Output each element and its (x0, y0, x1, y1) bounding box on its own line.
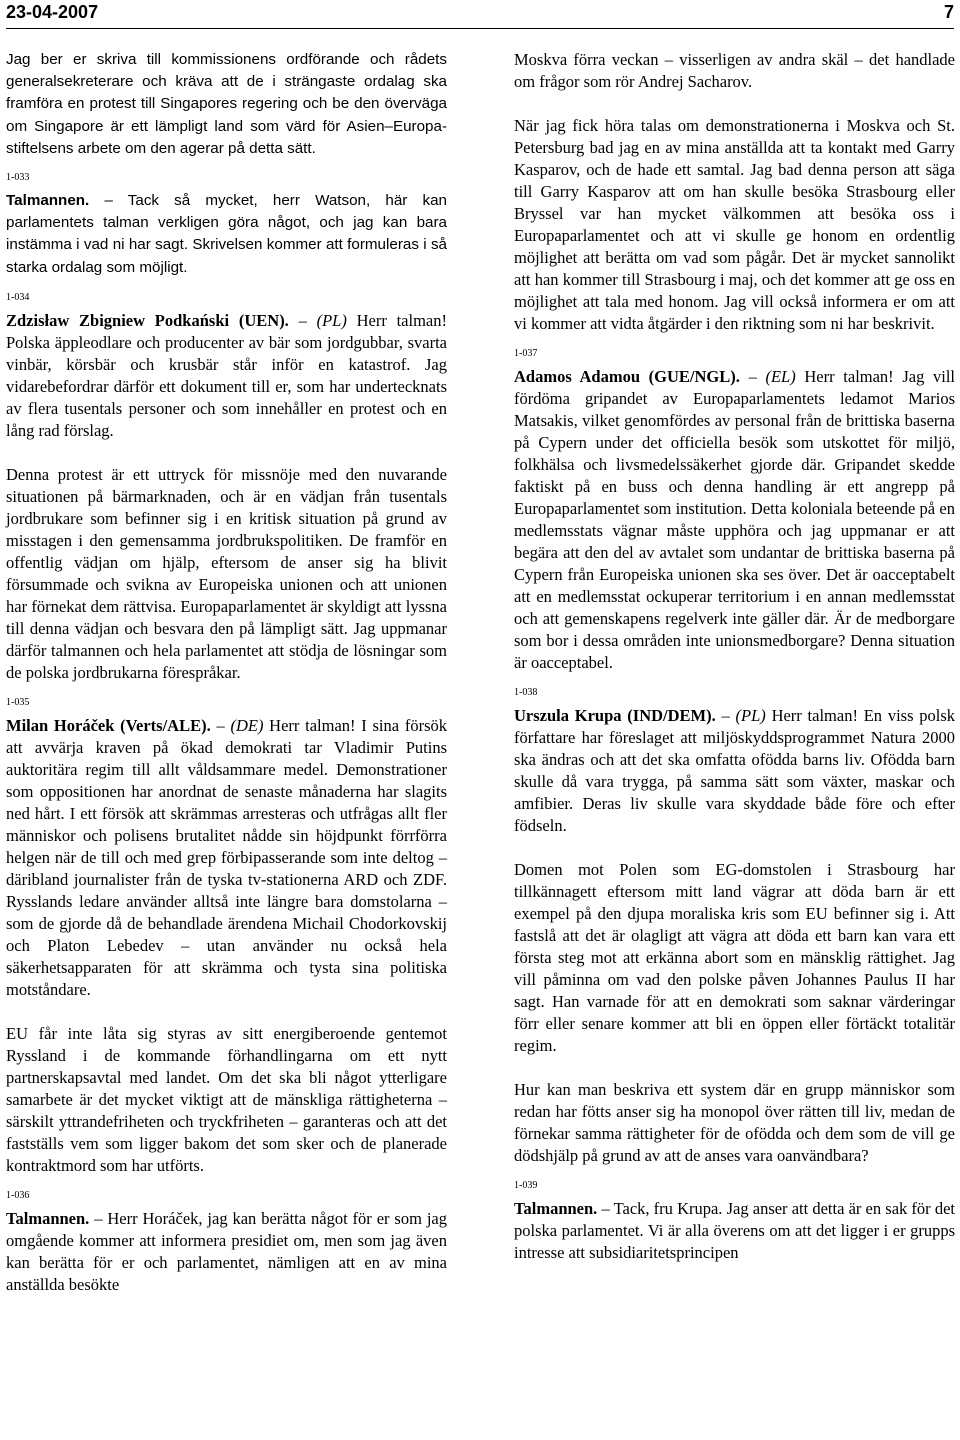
speech-text: Herr talman! Polska äppleodlare och producenter av bär som jordgubbar, svarta vinbär, körsbär och krusbär står inför en katastrof. Jag vidarebefordrar därför ett dokument till er, som har undertecknats av flera tusentals personer och som innehåller en protest och en lång rad förslag. (6, 310, 447, 440)
speech-adamou: Adamos Adamou (GUE/NGL). – (EL) Herr talman! Jag vill fördöma gripandet av Europaparlamentets ledamot Marios Matsakis, vilket genomfördes av personal från de brittiska baserna på Cypern under det officiella besök som utskottet för miljö, folkhälsa och livsmedelssäkerhet gjorde där. Gripandet skedde faktiskt på en buss och denna handling är ett angrepp på Europaparlamentet som institution. Detta koloniala beteende på en medlemsstats vägnar måste upphöra och jag uppmanar er att begära att den del av avtalet som undantar de brittiska baserna på Cypern från Europeiska unionen ska ses över. Det är oacceptabelt att en medlemsstat ockuperar territorium i en annan medlemsstat och att gemenskapens regelverk inte gäller där. Är de medborgare som bor i dessa områden inte unionsmedborgare? Denna situation är oacceptabel. (514, 367, 956, 672)
item-number: 1-033 (6, 172, 30, 184)
paragraph-kasparov: När jag fick höra talas om demonstrationerna i Moskva och St. Petersburg bad jag en av mina anställda att ta kontakt med Garry Kasparov, och de hade ett samtal. Jag bad denna person att säga till Garry Kasparov att om han skulle besöka Strasbourg eller Bryssel var han mycket välkommen att besöka oss i Europaparlamentet och att vi skulle ge honom en ordentlig möjlighet att berätta om vad som pågår. Det är mycket sannolikt att han kommer till Strasbourg i maj, och det kommer att ge oss en möjlighet att tala med honom. Jag vill också informera er om att vi kommer att vidta åtgärder i den riktning som ni har beskrivit. (514, 116, 955, 333)
item-number: 1-034 (6, 291, 30, 303)
speech-talmannen-2 (6, 1208, 447, 1296)
paragraph-moskva: Moskva förra veckan – visserligen av andra skäl – det handlade om frågor som rör Andrej Sacharov. (514, 50, 955, 91)
speech-text: Herr talman! En viss polsk författare har föreslaget att miljöskyddsprogrammet Natura 2000 ska ändras och att det ska omfatta ofödda barns liv. Ofödda barn skulle då vara trygga, på samma sätt som växter, maskar och amfibier. Deras liv skulle vara skyddade både före och efter födseln. (514, 706, 956, 835)
language-tag: (EL) (765, 367, 796, 386)
paragraph-watson-continued: Jag ber er skriva till kommissionens ordförande och rådets generalsekreterare och kräva att de i strängaste ordalag ska framföra en protest till Singapores regering och be den överväga om Singapore är ett lämpligt land som värd för Asien–Europa-stiftelsens arbete om den agerar på detta sätt. (6, 51, 447, 157)
speaker-name: Adamos Adamou (GUE/NGL). (514, 367, 740, 386)
language-tag: (PL) (316, 310, 347, 330)
item-number: 1-039 (514, 1180, 538, 1191)
page-header (6, 0, 954, 29)
speech-text: Herr talman! I sina försök att avvärja kraven på ökad demokrati tar Vladimir Putins auktoritära regim till allt våldsammare medel. Demonstrationer som oppositionen har anordnat de senaste månaderna har slagits ned hårt. I ett försök att skrämmas arresteras och utfrågas allt fler människor och polisens brutalitet nådde sin höjdpunkt förrförra helgen när de till och med grep förbipasserande som inte deltog – däribland journalister från de tyska tv-stationerna ARD och ZDF. Rysslands ledare använder alltså inte längre bara domstolarna – som de gjorde då de behandlade ärendena Michail Chodorkovskij och Platon Lebedev – utan använder nu också hela säkerhetsapparaten för att skrämma och tysta sina politiska motståndare. (6, 715, 447, 999)
speech-text: – Tack så mycket, herr Watson, här kan parlamentets talman verkligen göra något, och jag kan bara instämma i vad ni har sagt. Skrivelsen kommer att formuleras i så starka ordalag som möjligt. (6, 192, 447, 276)
speech-text: – Tack, fru Krupa. Jag anser att detta är en sak för det polska parlamentet. Vi är alla överens om att det ligger i er grupps intresse att subsidiaritetsprincipen (514, 1199, 955, 1262)
speaker-name: Talmannen. (514, 1199, 598, 1218)
speech-krupa: Urszula Krupa (IND/DEM). – (PL) Herr talman! En viss polsk författare har föreslaget att miljöskyddsprogrammet Natura 2000 ska ändras och att det ska omfatta ofödda barns liv. Ofödda barn skulle då vara trygga, på samma sätt som växter, maskar och amfibier. Deras liv skulle vara skyddade både före och efter födseln. (514, 706, 956, 835)
header-date: 23-04-2007 (6, 2, 99, 22)
paragraph-protest: Denna protest är ett uttryck för missnöje med den nuvarande situationen på bärmarknaden, och är en vädjan från tusentals jordbrukare som befinner sig i en kritisk situation på grund av misstagen i den gemensamma jordbrukspolitiken. De framför en offentlig vädjan om hjälp, eftersom de anser sig ha blivit försummade och svikna av Europeiska unionen och att unionen har förnekat dem rättvisa. Europaparlamentet är skyldigt att lyssna till denna vädjan och besvara den på lämpligt sätt. Jag uppmanar därför talmannen och hela parlamentet att stödja de lösningar som de polska jordbrukarna förespråkar. (6, 464, 447, 682)
language-tag: (PL) (735, 706, 766, 725)
speech-horacek: Milan Horáček (Verts/ALE). – (DE) Herr talman! I sina försök att avvärja kraven på ökad demokrati tar Vladimir Putins auktoritära regim till allt våldsammare medel. Demonstrationer som oppositionen har anordnat de senaste månaderna har slagits ned hårt. I ett försök att skrämmas arresteras och utfrågas allt fler människor och polisens brutalitet nådde sin höjdpunkt förrförra helgen när de till och med grep förbipasserande som inte deltog – däribland journalister från de tyska tv-stationerna ARD och ZDF. Rysslands ledare använder alltså inte längre bara domstolarna – som de gjorde då de behandlade ärendena Michail Chodorkovskij och Platon Lebedev – utan använder nu också hela säkerhetsapparaten för att skrämma och tysta sina politiska motståndare. (6, 715, 447, 999)
speaker-name: Talmannen. (6, 1208, 90, 1228)
speech-text: Herr talman! Jag vill fördöma gripandet av Europaparlamentets ledamot Marios Matsakis, vilket genomfördes av personal från de brittiska baserna på Cypern under det officiella besök som utskottet för miljö, folkhälsa och livsmedelssäkerhet gjorde där. Gripandet skedde faktiskt på en buss och denna handling är ett angrepp på Europaparlamentet som institution. Detta koloniala beteende på en medlemsstats vägnar måste upphöra och jag uppmanar er att begära att den del av avtalet som undantar de brittiska baserna på Cypern från Europeiska unionen ska ses över. Det är oacceptabelt att en medlemsstat ockuperar territorium i en annan medlemsstat och att gemenskapens regelverk inte gäller där. Är de medborgare som bor i dessa områden inte unionsmedborgare? Denna situation är oacceptabel. (514, 367, 956, 672)
speech-talmannen-1 (6, 190, 447, 279)
item-number: 1-037 (514, 348, 538, 359)
speech-text: – Herr Horáček, jag kan berätta något för er som jag omgående kommer att informera presidiet om, men som jag även kan berätta för er och parlamentet, nämligen att en av mina anställda besökte (6, 1208, 447, 1294)
speech-talmannen-3 (514, 1198, 955, 1264)
paragraph-hur: Hur kan man beskriva ett system där en grupp människor som redan har fötts anser sig ha monopol över rätten till liv, medan de förnekar samma rättigheter för de ofödda och dem som de vill ge dödshjälp på grund av att de anses vara oanvändbara? (514, 1080, 955, 1165)
speaker-name: Urszula Krupa (IND/DEM). (514, 706, 716, 725)
item-number: 1-038 (514, 687, 538, 698)
speaker-name: Milan Horáček (Verts/ALE). (6, 715, 211, 735)
language-tag: (DE) (230, 715, 264, 735)
speech-podkanski: Zdzisław Zbigniew Podkański (UEN). – (PL) Herr talman! Polska äppleodlare och producenter av bär som jordgubbar, svarta vinbär, körsbär och krusbär står inför en katastrof. Jag vidarebefordrar därför ett dokument till er, som har undertecknats av flera tusentals personer och som innehåller en protest och en lång rad förslag. (6, 310, 447, 440)
page-number: 7 (943, 2, 954, 22)
speaker-name: Talmannen. (6, 192, 90, 210)
item-number: 1-036 (6, 1189, 30, 1201)
paragraph-eu: EU får inte låta sig styras av sitt energiberoende gentemot Ryssland i de kommande förhandlingarna om ett nytt partnerskapsavtal med landet. Om det ska bli något ytterligare samarbete är det mycket viktigt att de mänskliga rättigheterna – särskilt yttrandefriheten och tryckfriheten – garanteras och att det fastställs vem som ligger bakom det som sker och de planerade kontraktmord som har utförts. (6, 1023, 447, 1175)
speaker-name: Zdzisław Zbigniew Podkański (UEN). (6, 310, 289, 330)
right-column (514, 49, 955, 1264)
left-column (6, 49, 447, 1296)
paragraph-domen: Domen mot Polen som EG-domstolen i Strasbourg har tillkännagett eftersom mitt land vägrar att döda barn är ett exempel på den djupa moraliska kris som EU befinner sig i. Att fastslå att det är olagligt att vägra att döda ett barn kan vara ett första steg mot att erkänna abort som en mänsklig rättighet. Jag vill påminna om vad den polske påven Johannes Paulus II har sagt. Han varnade för att en demokrati som saknar värderingar förr eller senare kommer att bli en öppen eller förtäckt totalitär regim. (514, 860, 955, 1055)
item-number: 1-035 (6, 696, 30, 708)
